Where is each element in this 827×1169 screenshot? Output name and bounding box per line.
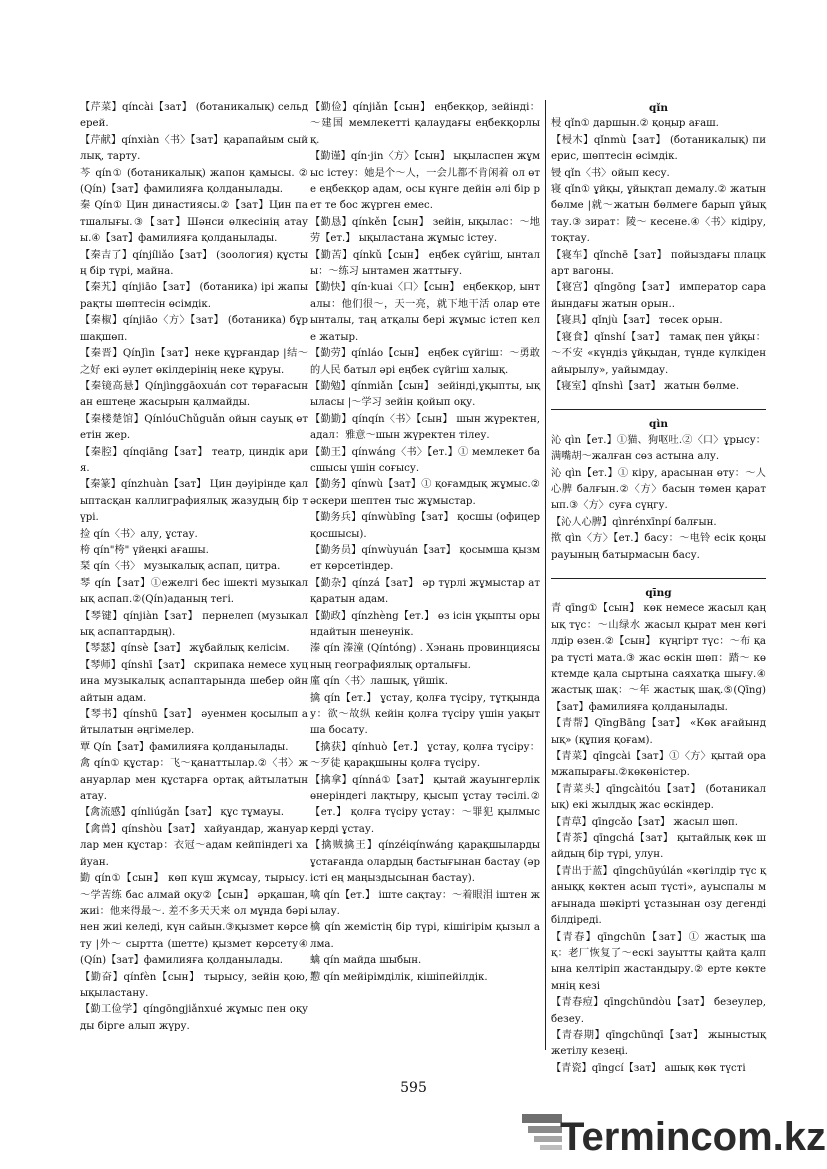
dictionary-entry: 【勤务员】qínwùyuán【зат】 қосымша қызмет көрсетіндер. <box>310 544 540 573</box>
section-qing1-entries <box>551 601 766 1077</box>
dictionary-entry: 【青菜】qīngcài【зат】①〈方〉қытай орамжапырағы.②көкөністер. <box>551 751 766 779</box>
dictionary-entry: 【秦艽】qínjiāo【зат】 (ботаника) ірі жапырақты шөптесін өсімдік. <box>80 282 308 310</box>
dictionary-entry: 【寝宫】qǐngōng【зат】 император сарайындағы жатын орын.. <box>551 282 766 310</box>
column-divider <box>545 100 546 1050</box>
dictionary-entry: 【青茶】qīngchá【зат】 қытайлық көк шайдың бір түрі, улун. <box>551 833 766 861</box>
dictionary-entry: 【青菜头】qīngcàitóu【зат】 (ботаникалық) екі жылдық жас өскіндер. <box>551 783 766 812</box>
dictionary-entry: 【禽流感】qínliúgǎn【зат】 құс тұмауы. <box>80 807 284 819</box>
dictionary-entry: 沁 qìn【ет.】① кіру, арасынан өту：～人心脾 балғын.②〈方〉басын төмен қаратып.③〈方〉суға сүңгу. <box>551 467 766 512</box>
terminkom-logo <box>516 1100 826 1166</box>
dictionary-entry: 【勤务】qínwù【зат】① қоғамдық жұмыс.②әскери шептен тыс жұмыстар. <box>310 479 540 507</box>
dictionary-entry: 【秦吉了】qínjíliǎo【зат】 (зоология) құстың бір түрі, майна. <box>80 249 308 278</box>
page-number: 595 <box>400 1080 427 1096</box>
dictionary-entry: 【勤王】qínwáng〈书〉【ет.】① мемлекет басшысы үшін соғысу. <box>310 446 540 474</box>
dictionary-entry: 寝 qǐn① ұйқы, ұйықтап демалу.② жатын бөлме |就～жатын бөлмеге барып ұйықтау.③ зират：陵～ кесене.④〈书〉кідіру, тоқтау. <box>551 184 766 245</box>
section-qin4-entries <box>551 433 766 564</box>
dictionary-entry: 蠄 qín майда шыбын. <box>310 955 422 967</box>
dictionary-entry: 【寝车】qǐnchē【зат】 пойыздағы плацкарт вагоны. <box>551 249 766 278</box>
dictionary-entry: 【擒拿】qínná①【зат】 қытай жауынгерлік өнеріндегі лақтыру, қысып ұстау тәсілі.②【ет.】 қолға түсіру ұстау：～罪犯 қылмыскерді ұстау. <box>310 774 540 835</box>
dictionary-entry: 【青春痘】qīngchūndòu【зат】 безеулер, безеу. <box>551 997 766 1025</box>
dictionary-entry: 【秦腔】qínqiāng【зат】 театр, циндік ария. <box>80 446 308 474</box>
section-heading-qin3: qǐn <box>649 102 668 114</box>
dictionary-entry: 【青春】qīngchūn【зат】① жастық шақ：老厂恢复了～ескі зауытты қайта қалпына келтіріп жастандыру.② ерте көктемнің кезі <box>551 931 766 992</box>
logo-text-middle: ermincom <box>581 1115 773 1159</box>
dictionary-entry: 【梫木】qǐnmù【зат】 (ботаникалық) пиерис, шөптесін өсімдік. <box>551 134 766 163</box>
logo-bars-icon <box>522 1114 562 1150</box>
dictionary-entry: 桍 qín"桍" үйеңкі ағашы. <box>80 544 209 556</box>
dictionary-entry: 【青出于蓝】qīngchūyúlán «көгілдір түс қаныққ көктен асып түсті», ауыспалы мағынада шәкірті ұстазынан озу дегенді білдіреді. <box>551 865 766 927</box>
logo-text-prefix: T <box>560 1115 582 1159</box>
dictionary-entry: 【秦楼楚馆】QínlóuChǔguǎn ойын сауық өтетін жер. <box>80 413 308 442</box>
dictionary-entry: 【勤务兵】qínwùbīng【зат】 қосшы (офицер қосшысы). <box>310 512 540 540</box>
dictionary-entry: 【勤快】qín·kuai〈口〉【сын】 еңбекқор, ынталы：他们很～，天一亮，就下地干活 олар өте ынталы, таң атқалы бері жұмыс істеп келе жатыр. <box>310 282 540 343</box>
dictionary-entry: 【禽兽】qínshòu【зат】 хайуандар, жануарлар мен құстар：衣冠～адам кейпіндегі хайуан. <box>80 823 308 868</box>
dictionary-entry: 芩 qín① (ботаникалық) жапон қамысы. ②(Qín)【зат】фамилияға қолданылады. <box>80 167 308 196</box>
dictionary-entry: 【秦镜高悬】Qínjìnggāoxuán сот төрағасынан ештеңе жасырын қалмайды. <box>80 380 308 409</box>
dictionary-entry: 【擒获】qínhuò【ет.】 ұстау, қолға түсіру：～歹徒 қарақшыны қолға түсіру. <box>310 741 540 770</box>
dictionary-entry: 【青瓷】qīngcí【зат】 ашық көк түсті <box>551 1062 746 1074</box>
dictionary-entry: 【勤工俭学】qíngōngjiǎnxué жұмыс пен оқуды бірге алып жүру. <box>80 1004 308 1032</box>
logo-text <box>560 1115 826 1159</box>
dictionary-entry: 【勤劳】qínláo【сын】 еңбек сүйгіш：～勇敢的人民 батыл әрі еңбек сүйгіш халық. <box>310 348 540 376</box>
dictionary-entry: 噙 qín【ет.】 іште сақтау：～着眼泪 іштен жылау. <box>310 889 540 917</box>
dictionary-entry: 【琴书】qínshū【зат】 әуенмен қосылып айтылатын әңгімелер. <box>80 709 308 737</box>
dictionary-entry: 【擒贼擒王】qínzéiqínwáng қарақшыларды ұстағанда олардың бастығынан бастау (әр істі ең маңыздысынан бастау). <box>310 840 540 885</box>
dictionary-entry: 【寝室】qǐnshì【зат】 жатын бөлме. <box>551 380 740 392</box>
right-column <box>551 100 766 1077</box>
dictionary-entry: 【青春期】qīngchūnqī【зат】 жыныстық жетілу кезеңі. <box>551 1029 766 1058</box>
dictionary-entry: 【勤恳】qínkěn【сын】 зейін, ықылас：～地劳【ет.】 ықыластана жұмыс істеу. <box>310 216 540 245</box>
dictionary-entry: 【勤奋】qínfèn【сын】 тырысу, зейін қою, ықыластану. <box>80 971 308 999</box>
dictionary-entry: 覃 Qín【зат】фамилияға қолданылады. <box>80 741 289 753</box>
dictionary-entry: 青 qīng①【сын】 көк немесе жасыл қаңық түс：～山绿水 жасыл қырат мен көгілдір өзен.②【сын】 күңгірт түс：～布 қара түсті мата.③ жас өскін шөп：踏～ көктемде қала сыртына саяхатқа шығу.④ жастық шақ：～年 жастық шақ.⑤(Qīng)【зат】фамилияға қолданылады. <box>551 603 766 713</box>
dictionary-entry: 禽 qín① құстар：飞～қанаттылар.②〈书〉жануарлар мен құстарға ортақ айтылатын атау. <box>80 758 308 803</box>
dictionary-entry: 【勤谨】qín·jin〈方〉【сын】 ықыласпен жұмыс істеу：她是个～人，一会儿都不肯闲着 ол өте еңбекқор адам, осы күнге дейін әлі бір рет те бос жүрген емес. <box>310 151 540 212</box>
left-column <box>80 100 308 1035</box>
dictionary-entry: 勤 qín①【сын】 көп күш жұмсау, тырысу. ～学苦练 бас алмай оқу②【сын】 әрқашан, жиі：他来得最～. 差不多天天来 ол мұнда бәрінен жиі келеді, күн сайын.③қызмет көрсету |外～ сыртта (шетте) қызмет көрсету④(Qín)【зат】фамилияға қолданылады. <box>80 873 308 967</box>
dictionary-entry: 琹 qín〈书〉 музыкалық аспап, цитра. <box>80 561 281 573</box>
dictionary-entry: 【秦篆】qínzhuàn【зат】 Цин дәуірінде қалыптасқан каллиграфиялық жазудың бір түрі. <box>80 479 308 524</box>
dictionary-entry: 檎 qín жемістің бір түрі, кішігірім қызыл алма. <box>310 922 540 950</box>
dictionary-entry: 沁 qìn【ет.】①猫、狗呕吐.②〈口〉ұрысу：满嘴胡～жалған сөз астына алу. <box>551 434 766 463</box>
section-heading-qin4: qìn <box>649 418 668 431</box>
dictionary-entry: 【芹菜】qíncài【зат】 (ботаникалық) сельдерей. <box>80 102 308 130</box>
dictionary-entry: 【芹献】qínxiàn〈书〉【зат】қарапайым сыйлық, тарту. <box>80 134 308 163</box>
dictionary-entry: 【青帮】QīngBāng【зат】 «Көк ағайындық» (құпия қоғам). <box>551 718 766 746</box>
section-divider <box>551 578 766 579</box>
dictionary-entry: 秦 Qín① Цин династиясы.②【зат】Цин патшалығы.③【зат】Шәнси өлкесінің атауы.④【зат】фамилияға қолданылады. <box>80 200 308 245</box>
dictionary-entry: 揿 qìn〈方〉【ет.】басу：～电铃 есік қоңырауының батырмасын басу. <box>551 533 766 561</box>
section-heading-qing1: qīng <box>645 586 672 599</box>
dictionary-entry: 【寝具】qǐnjù【зат】 төсек орын. <box>551 315 723 327</box>
dictionary-entry: 琴 qín【зат】①ежелгі бес ішекті музыкалық аспап.②(Qín)аданың тегі. <box>80 577 308 606</box>
dictionary-entry: 【琴瑟】qínsè【зат】 жұбайлық келісім. <box>80 643 290 655</box>
middle-column <box>310 100 540 986</box>
dictionary-entry: 【琴键】qínjiàn【зат】 пернелеп (музыкалық аспаптардың). <box>80 610 308 638</box>
dictionary-entry: 捡 qín〈书〉алу, ұстау. <box>80 528 198 540</box>
dictionary-entry: 【勤俭】qínjiǎn【сын】 еңбекқор, зейінді：～建国 мемлекетті қалаудағы еңбекқорлық. <box>310 102 540 146</box>
dictionary-entry: 擒 qín【ет.】 ұстау, қолға түсіру, тұтқындау：欲～故纵 кейін қолға түсіру үшін уақытша босату. <box>310 692 540 737</box>
dictionary-entry: 【沁人心脾】qìnrénxīnpí балғын. <box>551 516 717 528</box>
dictionary-entry: 【秦晋】QínJìn【зат】неке құрғандар |结～之好 екі әулет өкілдерінің неке құруы. <box>80 348 308 376</box>
dictionary-entry: 【寝食】qǐnshí【зат】 тамақ пен ұйқы：～不安 «күндіз ұйқыдан, түнде күлкіден айырылу», уайымдау. <box>551 331 766 376</box>
dictionary-entry: 【琴师】qínshī【зат】 скрипака немесе хуцина музыкалық аспаптарында шебер ойнайтын адам. <box>80 659 308 704</box>
dictionary-entry: 【勤杂】qínzá【зат】 әр түрлі жұмыстар атқаратын адам. <box>310 577 540 606</box>
dictionary-entry: 梫 qǐn① даршын.② қоңыр ағаш. <box>551 118 719 130</box>
dictionary-entry: 廑 qín〈书〉лашық, үйшік. <box>310 676 448 688</box>
dictionary-entry: 懃 qín мейірімділік, кішіпейілдік. <box>310 971 488 983</box>
dictionary-entry: 【勤勉】qínmiǎn【сын】 зейінді,ұқыпты, ықыласы |～学习 зейін қойып оқу. <box>310 380 540 409</box>
section-divider <box>551 409 766 410</box>
dictionary-entry: 【勤勤】qínqín〈书〉【сын】 шын жүректен, адал：雅意～шын жүректен тілеу. <box>310 413 540 442</box>
logo-text-suffix: .kz <box>772 1115 826 1159</box>
dictionary-entry: 【青草】qīngcǎo【зат】 жасыл шөп. <box>551 816 739 828</box>
dictionary-entry: 【秦椒】qínjiāo〈方〉【зат】 (ботаника) бұршақшөп. <box>80 315 308 343</box>
dictionary-entry: 溱 qín 溱潼 (Qíntóng) . Хэнань провинциясының географиялық орталығы. <box>310 643 540 671</box>
dictionary-entry: 锓 qǐn〈书〉ойып кесу. <box>551 167 670 179</box>
section-qin3-entries <box>551 116 766 395</box>
dictionary-entry: 【勤政】qínzhèng【ет.】 өз ісін ұқыпты орындайтын шенеунік. <box>310 610 540 638</box>
dictionary-entry: 【勤苦】qínkǔ【сын】 еңбек сүйгіш, ынталы：～练习 ынтамен жаттығу. <box>310 249 540 278</box>
